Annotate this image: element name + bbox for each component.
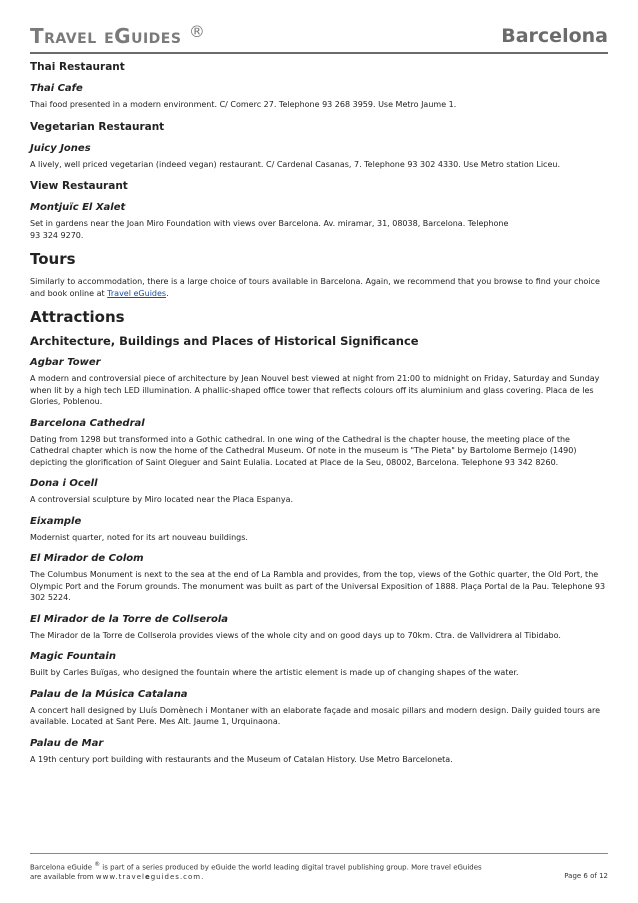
footer-guide-name: Barcelona eGuide xyxy=(30,863,93,872)
attraction-text: A concert hall designed by Lluís Domènech i Montaner with an elaborate façade and mosaic pillars and modern design. Daily guided tours are available. Located at Sant Pere. Mes Alt. Jaume 1, Urquinaona. xyxy=(30,705,601,726)
attraction-item xyxy=(30,688,608,728)
attraction-text: Built by Carles Buïgas, who designed the fountain where the artistic element is made up of changing shapes of the water. xyxy=(30,668,519,677)
travel-eguides-link[interactable]: Travel eGuides xyxy=(107,288,167,298)
attraction-item xyxy=(30,613,608,642)
attraction-name: Eixample xyxy=(30,515,82,527)
footer-link-part: www.travel xyxy=(95,873,145,882)
entry-text-line: 93 324 9270. xyxy=(30,230,84,240)
tours-text-body: Similarly to accommodation, there is a large choice of tours available in Barcelona. Again, we recommend that you browse to find your choice and book online at xyxy=(30,277,600,298)
tours-text-end: . xyxy=(166,288,169,298)
entry-name: Juicy Jones xyxy=(30,142,91,154)
attraction-name: El Mirador de Colom xyxy=(30,553,144,564)
section-heading-attractions: Attractions xyxy=(30,308,125,326)
city-title: Barcelona xyxy=(501,25,608,47)
attraction-name: Magic Fountain xyxy=(30,651,116,662)
entry-name: Thai Cafe xyxy=(30,83,83,94)
entry-text-line: Set in gardens near the Joan Miro Foundation with views over Barcelona. Av. miramar, 31, 08038, Barcelona. Telephone xyxy=(30,219,509,228)
attraction-text: Dating from 1298 but transformed into a Gothic cathedral. In one wing of the Cathedral is the chapter house, the meeting place of the Cathedral chapter which is now the home of the Cathedral Museum. Of note in the museum is "The Pieta" by Bartolome Bermejo (1490) depicting the glorification of Saint Oleguer and Saint Eulalia. Located at Place de la Seu, 08002, Barcelona. Telephone 93 342 8260. xyxy=(30,434,577,467)
footer-line-1 xyxy=(30,860,608,872)
attraction-name: Palau de Mar xyxy=(30,737,104,749)
attraction-text: A 19th century port building with restaurants and the Museum of Catalan History. Use Metro Barceloneta. xyxy=(30,754,453,764)
attraction-text: Modernist quarter, noted for its art nouveau buildings. xyxy=(30,532,248,542)
tours-text xyxy=(30,276,608,299)
attraction-name: Barcelona Cathedral xyxy=(30,417,145,429)
attraction-item xyxy=(30,737,608,766)
section-heading-tours: Tours xyxy=(30,250,76,268)
attraction-item xyxy=(30,650,608,679)
entry-text: Thai food presented in a modern environment. C/ Comerc 27. Telephone 93 268 3959. Use Metro Jaume 1. xyxy=(30,100,457,109)
attraction-name: Agbar Tower xyxy=(30,357,101,368)
brand-title xyxy=(30,22,205,50)
attraction-text: A controversial sculpture by Miro located near the Placa Espanya. xyxy=(30,495,294,504)
section-heading-view: View Restaurant xyxy=(30,180,128,192)
attraction-item xyxy=(30,515,608,544)
footer-link-part: e xyxy=(144,873,151,882)
attraction-list xyxy=(30,356,608,765)
attraction-item xyxy=(30,356,608,408)
footer-website-link[interactable] xyxy=(95,873,204,882)
footer-line-2 xyxy=(30,872,608,882)
page-footer xyxy=(30,853,608,882)
attraction-item xyxy=(30,552,608,604)
entry-text: A lively, well priced vegetarian (indeed vegan) restaurant. C/ Cardenal Casanas, 7. Telephone 93 302 4330. Use Metro station Liceu. xyxy=(30,159,560,169)
attraction-item xyxy=(30,417,608,469)
footer-link-part: guides.com xyxy=(150,873,202,882)
footer-line1-text: is part of a series produced by eGuide the world leading digital travel publishing group. More travel eGuides xyxy=(100,863,482,872)
attraction-text: The Mirador de la Torre de Collserola provides views of the whole city and on good days up to 70km. Ctra. de Vallvidrera al Tibidabo. xyxy=(30,630,561,640)
entry-text xyxy=(30,218,608,241)
section-heading-vegetarian: Vegetarian Restaurant xyxy=(30,120,165,133)
page-header xyxy=(30,22,608,54)
footer-line2-text: are available from xyxy=(30,873,96,882)
footer-line2-end: . xyxy=(201,873,204,882)
attraction-name: El Mirador de la Torre de Collserola xyxy=(30,613,229,625)
attraction-text: A modern and controversial piece of architecture by Jean Nouvel best viewed at night from 21:00 to midnight on Friday, Saturday and Sunday when lit by a high tech LED illumination. A phallic-shaped office tower that reflects colours off its aluminium and glass covering. Placa de les Glories, Poblenou. xyxy=(30,374,600,406)
page-number: Page 6 of 12 xyxy=(564,872,608,880)
attraction-name: Dona i Ocell xyxy=(30,478,98,489)
attractions-subheading: Architecture, Buildings and Places of Historical Significance xyxy=(30,334,419,348)
section-heading-thai: Thai Restaurant xyxy=(30,61,125,73)
page-content xyxy=(30,60,608,774)
attraction-item xyxy=(30,477,608,506)
brand-name: Travel eGuides xyxy=(30,24,182,48)
attraction-text: The Columbus Monument is next to the sea at the end of La Rambla and provides, from the top, views of the Gothic quarter, the Old Port, the Olympic Port and the Forum grounds. The monument was built as part of the Universal Exposition of 1888. Plaça Portal de la Pau. Telephone 93 302 5224. xyxy=(30,570,606,602)
attraction-name: Palau de la Música Catalana xyxy=(30,688,188,700)
entry-name: Montjuïc El Xalet xyxy=(30,202,126,213)
registered-mark: ® xyxy=(188,22,206,41)
footer-registered-mark: ® xyxy=(94,862,101,868)
